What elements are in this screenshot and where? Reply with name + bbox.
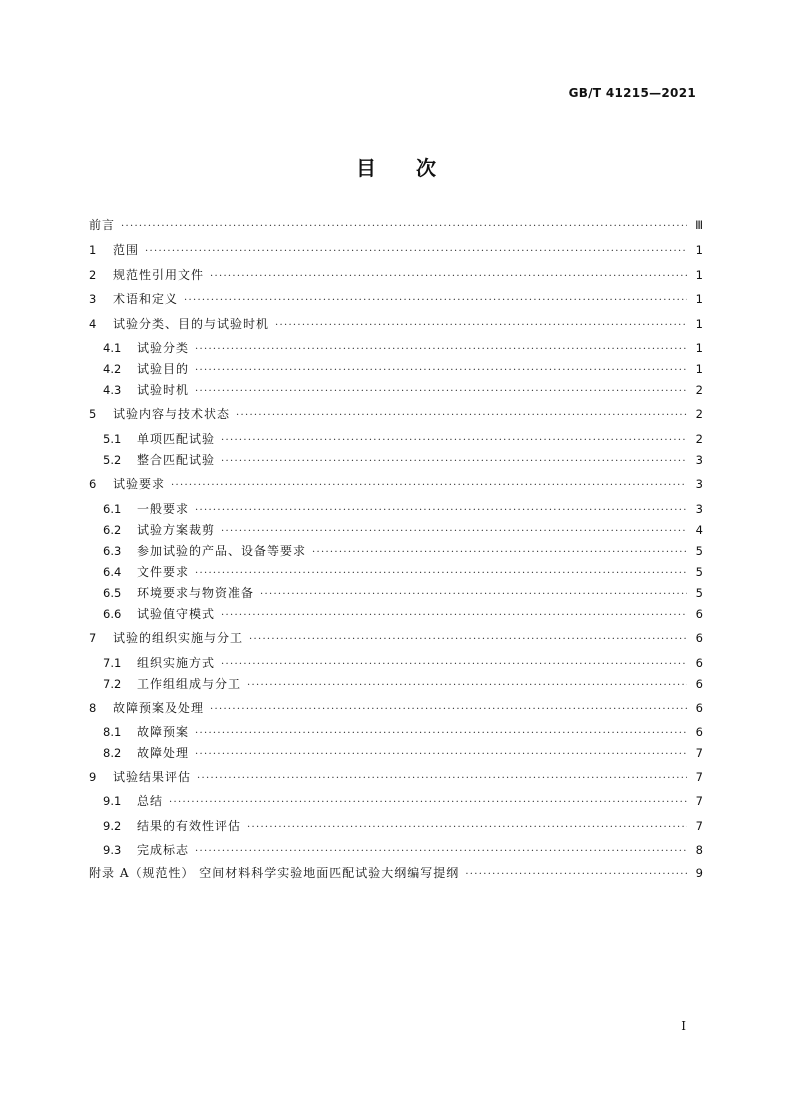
leader-dots <box>171 477 687 495</box>
toc-entry-number: 5.1 <box>103 432 122 446</box>
toc-entry-9[interactable] <box>89 768 703 786</box>
toc-entry-4-1[interactable] <box>103 339 703 357</box>
toc-entry-label: 试验分类、目的与试验时机 <box>113 317 270 331</box>
toc-entry-number: 5 <box>89 407 97 421</box>
toc-entry-number: 6.4 <box>103 565 122 579</box>
toc-entry-3[interactable] <box>89 290 703 308</box>
toc-entry-number: 7 <box>89 631 97 645</box>
toc-entry-4-2[interactable] <box>103 360 703 378</box>
leader-dots <box>210 268 687 286</box>
toc-entry-page: 1 <box>695 292 703 306</box>
toc-entry-label: 总结 <box>137 794 164 808</box>
toc-entry-8-2[interactable] <box>103 744 703 762</box>
toc-entry-page: 5 <box>695 565 703 579</box>
leader-dots <box>210 701 687 719</box>
toc-entry-page: 2 <box>695 383 703 397</box>
toc-entry-page: 2 <box>695 407 703 421</box>
toc-entry-number: 6 <box>89 477 97 491</box>
toc-entry-page: 1 <box>695 317 703 331</box>
toc-entry-label: 一般要求 <box>137 502 190 516</box>
toc-entry-7-1[interactable] <box>103 654 703 672</box>
toc-entry-8[interactable] <box>89 699 703 717</box>
page-title: 目次 <box>356 156 476 180</box>
toc-entry-number: 8.2 <box>103 746 122 760</box>
toc-entry-number: 6.1 <box>103 502 122 516</box>
toc-entry-page: 3 <box>695 453 703 467</box>
toc-entry-label: 前言 <box>89 218 116 232</box>
toc-entry-label: 故障预案 <box>137 725 190 739</box>
toc-entry-page: 1 <box>695 268 703 282</box>
leader-dots <box>236 407 687 425</box>
toc-entry-label: 文件要求 <box>137 565 190 579</box>
toc-entry-1[interactable] <box>89 241 703 259</box>
toc-entry-page: 6 <box>695 631 703 645</box>
toc-entry-page: 8 <box>695 843 703 857</box>
toc-entry-page: 1 <box>695 362 703 376</box>
toc-entry-page: 7 <box>695 746 703 760</box>
leader-dots <box>197 770 687 788</box>
toc-entry-number: 9 <box>89 770 97 784</box>
toc-entry-page: 6 <box>695 677 703 691</box>
toc-entry-label: 单项匹配试验 <box>137 432 216 446</box>
toc-entry-page: 2 <box>695 432 703 446</box>
toc-entry-label: 试验值守模式 <box>137 607 216 621</box>
toc-entry-label: 试验要求 <box>113 477 166 491</box>
leader-dots <box>247 819 687 837</box>
leader-dots <box>195 341 687 359</box>
leader-dots <box>221 656 687 674</box>
toc-entry-number: 4.1 <box>103 341 122 355</box>
toc-entry-page: 6 <box>695 607 703 621</box>
toc-entry-page: 6 <box>695 701 703 715</box>
leader-dots <box>221 432 687 450</box>
leader-dots <box>465 866 687 884</box>
toc-entry-page: 5 <box>695 586 703 600</box>
toc-entry-number: 2 <box>89 268 97 282</box>
toc-entry-9-2[interactable] <box>103 817 703 835</box>
leader-dots <box>221 607 687 625</box>
leader-dots <box>221 523 687 541</box>
toc-entry-label: 环境要求与物资准备 <box>137 586 255 600</box>
toc-entry-9-1[interactable] <box>103 792 703 810</box>
toc-entry-label: 组织实施方式 <box>137 656 216 670</box>
toc-entry-page: 4 <box>695 523 703 537</box>
toc-entry-5-2[interactable] <box>103 451 703 469</box>
leader-dots <box>195 502 687 520</box>
toc-entry-6-5[interactable] <box>103 584 703 602</box>
toc-entry-page: 3 <box>695 502 703 516</box>
leader-dots <box>249 631 687 649</box>
leader-dots <box>184 292 687 310</box>
leader-dots <box>195 565 687 583</box>
toc-entry-6-1[interactable] <box>103 500 703 518</box>
toc-entry-6-4[interactable] <box>103 563 703 581</box>
leader-dots <box>247 677 687 695</box>
toc-entry-number: 3 <box>89 292 97 306</box>
toc-entry-number: 7.2 <box>103 677 122 691</box>
leader-dots <box>260 586 687 604</box>
leader-dots <box>195 746 687 764</box>
toc-entry-foreword[interactable] <box>89 216 703 234</box>
toc-entry-label: 参加试验的产品、设备等要求 <box>137 544 307 558</box>
toc-entry-number: 6.3 <box>103 544 122 558</box>
toc-entry-number: 4 <box>89 317 97 331</box>
toc-entry-label: 试验目的 <box>137 362 190 376</box>
toc-entry-number: 6.6 <box>103 607 122 621</box>
page-folio: I <box>681 1019 686 1033</box>
leader-dots <box>169 794 687 812</box>
toc-entry-label: 故障处理 <box>137 746 190 760</box>
toc-entry-label: 完成标志 <box>137 843 190 857</box>
toc-entry-label: 规范性引用文件 <box>113 268 205 282</box>
leader-dots <box>312 544 687 562</box>
leader-dots <box>195 843 687 861</box>
toc-entry-4-3[interactable] <box>103 381 703 399</box>
toc-entry-number: 5.2 <box>103 453 122 467</box>
toc-entry-label: 整合匹配试验 <box>137 453 216 467</box>
toc-entry-label: 试验分类 <box>137 341 190 355</box>
toc-entry-label: 工作组组成与分工 <box>137 677 242 691</box>
toc-entry-label: 试验的组织实施与分工 <box>113 631 244 645</box>
toc-entry-number: 9.3 <box>103 843 122 857</box>
toc-entry-number: 9.2 <box>103 819 122 833</box>
toc-entry-number: 8 <box>89 701 97 715</box>
toc-entry-6[interactable] <box>89 475 703 493</box>
toc-entry-5-1[interactable] <box>103 430 703 448</box>
toc-entry-page: 1 <box>695 341 703 355</box>
toc-entry-label: 附录 A（规范性） 空间材料科学实验地面匹配试验大纲编写提纲 <box>89 866 460 880</box>
toc-entry-number: 6.2 <box>103 523 122 537</box>
toc-entry-8-1[interactable] <box>103 723 703 741</box>
toc-entry-page: Ⅲ <box>695 218 703 232</box>
toc-entry-label: 结果的有效性评估 <box>137 819 242 833</box>
toc-entry-page: 6 <box>695 656 703 670</box>
standard-code: GB/T 41215—2021 <box>568 86 696 100</box>
leader-dots <box>275 317 687 335</box>
toc-entry-page: 7 <box>695 794 703 808</box>
toc-entry-page: 6 <box>695 725 703 739</box>
toc-entry-5[interactable] <box>89 405 703 423</box>
leader-dots <box>195 725 687 743</box>
toc-entry-4[interactable] <box>89 315 703 333</box>
toc-entry-number: 4.2 <box>103 362 122 376</box>
leader-dots <box>121 218 687 236</box>
toc-entry-6-3[interactable] <box>103 542 703 560</box>
toc-entry-label: 试验方案裁剪 <box>137 523 216 537</box>
toc-entry-annex-a[interactable] <box>89 864 703 882</box>
toc-entry-7-2[interactable] <box>103 675 703 693</box>
toc-entry-label: 试验时机 <box>137 383 190 397</box>
toc-entry-number: 8.1 <box>103 725 122 739</box>
toc-entry-page: 5 <box>695 544 703 558</box>
toc-entry-page: 3 <box>695 477 703 491</box>
toc-entry-label: 故障预案及处理 <box>113 701 205 715</box>
toc-entry-page: 9 <box>695 866 703 880</box>
leader-dots <box>195 362 687 380</box>
toc-entry-page: 7 <box>695 819 703 833</box>
toc-entry-number: 6.5 <box>103 586 122 600</box>
toc-entry-number: 9.1 <box>103 794 122 808</box>
leader-dots <box>145 243 687 261</box>
toc-entry-number: 7.1 <box>103 656 122 670</box>
toc-entry-label: 试验内容与技术状态 <box>113 407 231 421</box>
toc-entry-label: 术语和定义 <box>113 292 179 306</box>
toc-entry-7[interactable] <box>89 629 703 647</box>
toc-entry-6-6[interactable] <box>103 605 703 623</box>
toc-entry-label: 试验结果评估 <box>113 770 192 784</box>
toc-entry-label: 范围 <box>113 243 140 257</box>
toc-entry-2[interactable] <box>89 266 703 284</box>
leader-dots <box>195 383 687 401</box>
toc-entry-number: 4.3 <box>103 383 122 397</box>
toc-entry-page: 7 <box>695 770 703 784</box>
toc-entry-6-2[interactable] <box>103 521 703 539</box>
toc-entry-9-3[interactable] <box>103 841 703 859</box>
toc-entry-page: 1 <box>695 243 703 257</box>
leader-dots <box>221 453 687 471</box>
toc-entry-number: 1 <box>89 243 97 257</box>
